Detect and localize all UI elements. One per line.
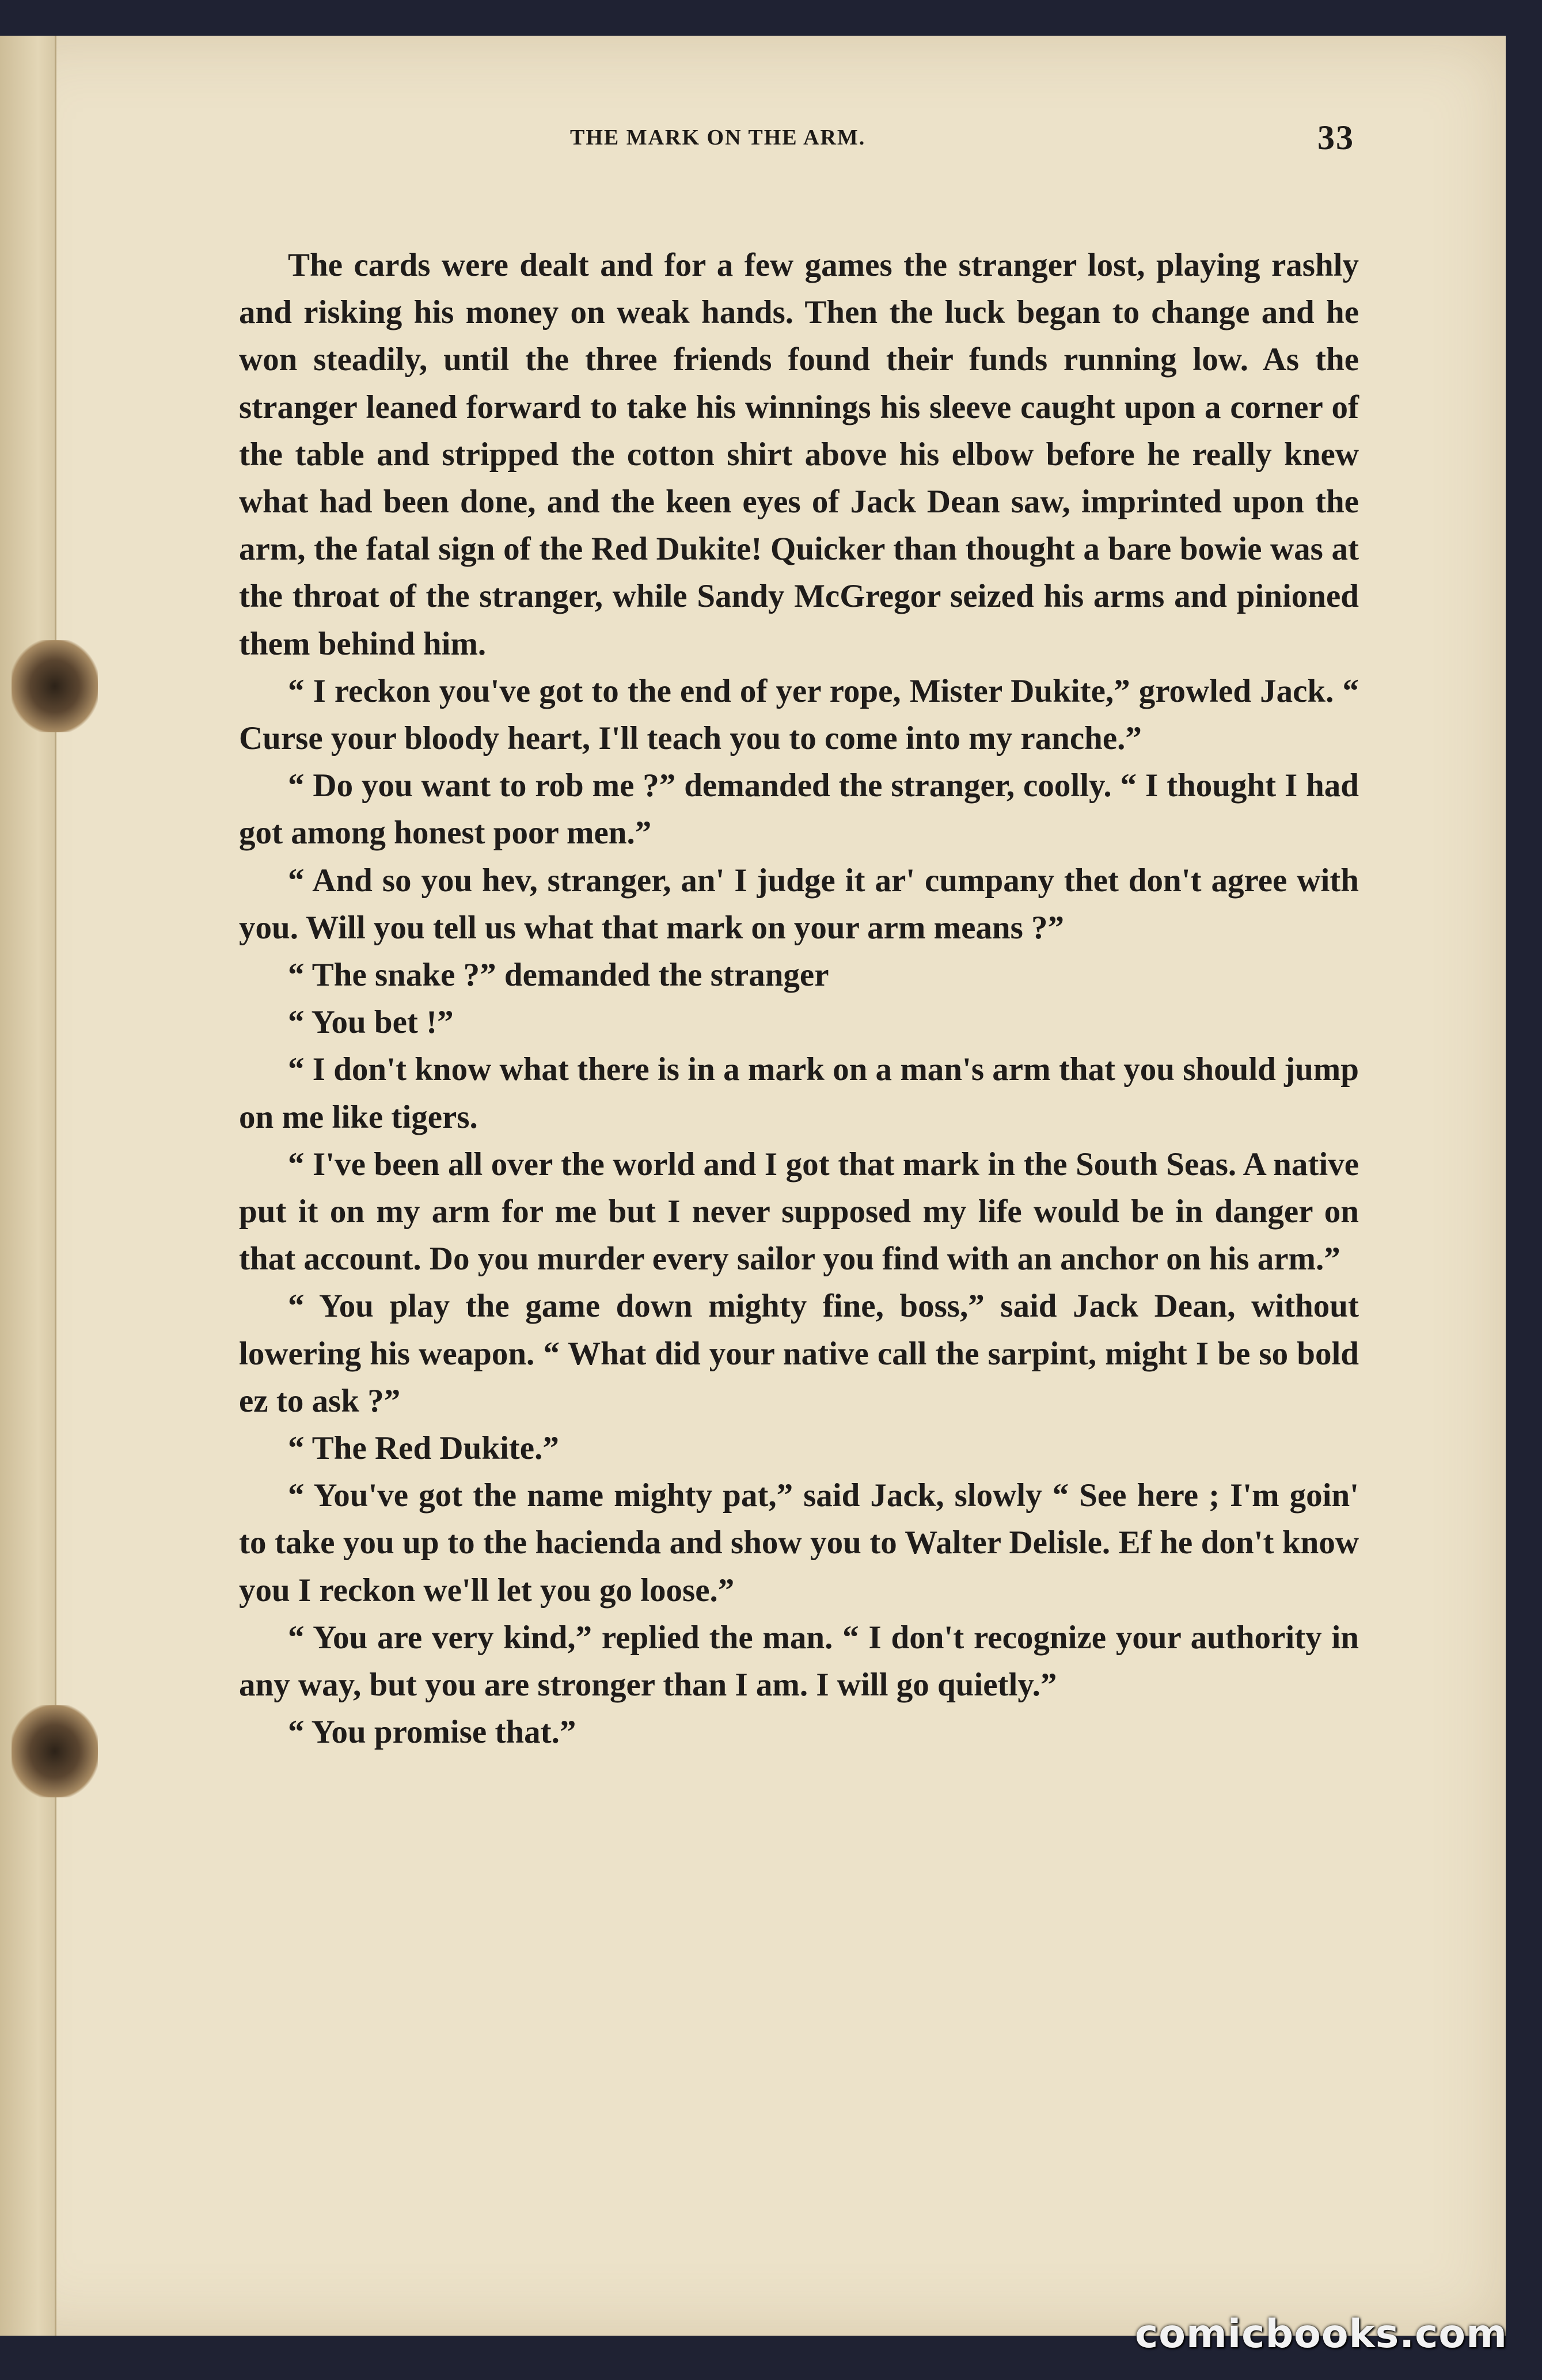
site-watermark: comicbooks.com xyxy=(1134,2311,1507,2357)
running-title: THE MARK ON THE ARM. xyxy=(570,126,866,150)
book-spine xyxy=(0,36,56,2336)
paragraph: The cards were dealt and for a few games the stranger lost, playing rashly and risking his money on weak hands. Then the luck began to change and he won steadily, until the three friends found their funds running low. As the stranger leaned forward to take his winnings his sleeve caught upon a corner of the table and stripped the cotton shirt above his elbow before he really knew what had been done, and the keen eyes of Jack Dean saw, imprinted upon the arm, the fatal sign of the Red Dukite! Quicker than thought a bare bowie was at the throat of the stranger, while Sandy McGregor seized his arms and pinioned them behind him. xyxy=(239,247,1359,662)
paragraph: “ You are very kind,” replied the man. “ I don't recognize your authority in any way, but you are stronger than I am. I will go quietly.” xyxy=(239,1619,1359,1704)
page-body-text xyxy=(239,242,1359,1757)
page-number: 33 xyxy=(1317,119,1354,157)
paragraph: “ I reckon you've got to the end of yer rope, Mister Dukite,” growled Jack. “ Curse your bloody heart, I'll teach you to come into my ranche.” xyxy=(239,672,1359,757)
paragraph: “ The snake ?” demanded the stranger xyxy=(288,957,829,994)
paragraph: “ And so you hev, stranger, an' I judge it ar' cumpany thet don't agree with you. Will you tell us what that mark on your arm means ?” xyxy=(239,862,1359,946)
paragraph: “ You play the game down mighty fine, boss,” said Jack Dean, without lowering his weapon. “ What did your native call the sarpint, might I be so bold ez to ask ?” xyxy=(239,1288,1359,1419)
paragraph: “ I've been all over the world and I got that mark in the South Seas. A native put it on my arm for me but I never supposed my life would be in danger on that account. Do you murder every sailor you find with an anchor on his arm.” xyxy=(239,1146,1359,1278)
binding-hole-top xyxy=(12,640,98,732)
paragraph: “ You promise that.” xyxy=(288,1714,576,1751)
paragraph: “ Do you want to rob me ?” demanded the stranger, coolly. “ I thought I had got among honest poor men.” xyxy=(239,767,1359,851)
paragraph: “ You've got the name mighty pat,” said Jack, slowly “ See here ; I'm goin' to take you up to the hacienda and show you to Walter Delisle. Ef he don't know you I reckon we'll let you go loose.” xyxy=(239,1477,1359,1609)
paragraph: “ I don't know what there is in a mark on a man's arm that you should jump on me like tigers. xyxy=(239,1051,1359,1135)
paragraph: “ The Red Dukite.” xyxy=(288,1430,559,1467)
paragraph: “ You bet !” xyxy=(288,1004,454,1041)
binding-hole-bottom xyxy=(12,1705,98,1797)
